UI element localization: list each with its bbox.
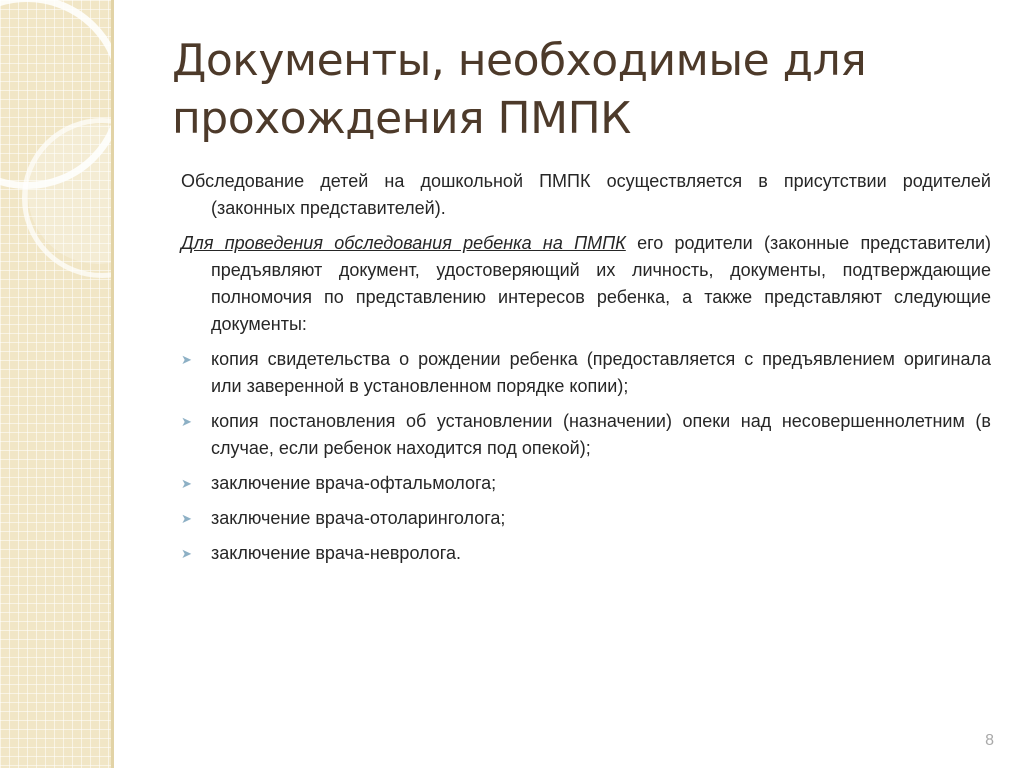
documents-paragraph-text: его родители (законные представители) предъявляют документ, удостоверяющий их личность, документы, подтверждающие полномочия по представлению интересов ребенка, а также представляют следующие документы: xyxy=(211,233,991,334)
list-item xyxy=(181,540,991,567)
chevron-right-icon: ➤ xyxy=(181,511,192,526)
list-item xyxy=(181,346,991,400)
intro-paragraph: Обследование детей на дошкольной ПМПК осуществляется в присутствии родителей (законных представителей). xyxy=(181,171,991,218)
documents-paragraph xyxy=(181,230,991,338)
documents-list xyxy=(181,346,991,567)
list-item xyxy=(181,470,991,497)
decorative-side-band xyxy=(0,0,114,768)
list-item-text: заключение врача-невролога. xyxy=(211,543,461,563)
list-item-text: копия свидетельства о рождении ребенка (предоставляется с предъявлением оригинала или заверенной в установленном порядке копии); xyxy=(211,349,991,396)
chevron-right-icon: ➤ xyxy=(181,352,192,367)
list-item xyxy=(181,408,991,462)
slide-title: Документы, необходимые для прохождения ПМПК xyxy=(172,35,867,144)
page-number: 8 xyxy=(985,732,994,749)
list-item-text: копия постановления об установлении (назначении) опеки над несовершеннолетним (в случае, если ребенок находится под опекой); xyxy=(211,411,991,458)
list-item-text: заключение врача-офтальмолога; xyxy=(211,473,497,493)
list-item xyxy=(181,505,991,532)
slide-body xyxy=(181,168,991,575)
list-item-text: заключение врача-отоларинголога; xyxy=(211,508,506,528)
underlined-lead-text: Для проведения обследования ребенка на ПМПК xyxy=(181,233,626,253)
chevron-right-icon: ➤ xyxy=(181,414,192,429)
chevron-right-icon: ➤ xyxy=(181,476,192,491)
chevron-right-icon: ➤ xyxy=(181,546,192,561)
